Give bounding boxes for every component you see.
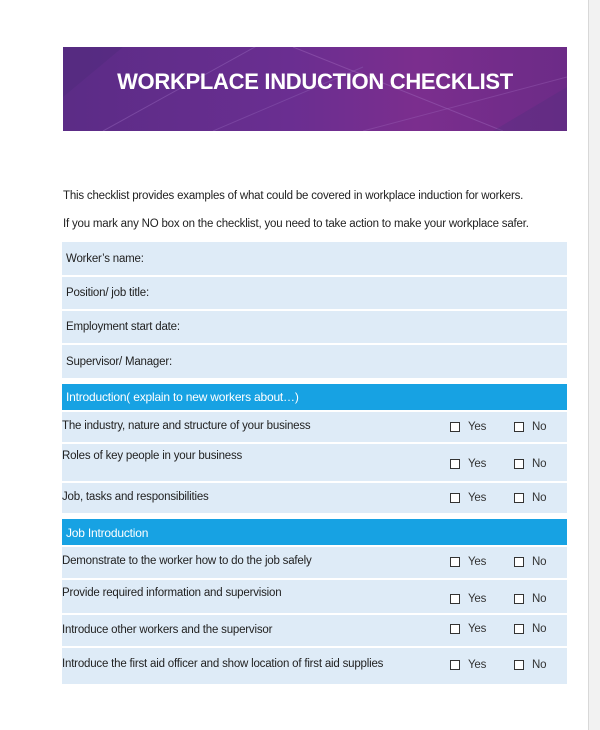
yes-checkbox[interactable] <box>450 660 460 670</box>
info-row-start-date[interactable] <box>62 311 567 345</box>
yes-checkbox[interactable] <box>450 594 460 604</box>
no-checkbox[interactable] <box>514 422 524 432</box>
section-title: Introduction( explain to new workers about…) <box>66 390 299 404</box>
no-option[interactable] <box>514 492 546 504</box>
intro-line-1: This checklist provides examples of what could be covered in workplace induction for workers. <box>63 190 524 202</box>
yes-checkbox[interactable] <box>450 459 460 469</box>
yes-option[interactable] <box>450 492 486 504</box>
no-option[interactable] <box>514 593 546 605</box>
yes-label: Yes <box>468 492 487 504</box>
info-row-position[interactable] <box>62 277 567 311</box>
yes-checkbox[interactable] <box>450 493 460 503</box>
item-label: Provide required information and supervision <box>62 587 282 599</box>
yes-label: Yes <box>468 623 487 635</box>
item-label: Introduce the first aid officer and show location of first aid supplies <box>62 658 384 670</box>
checklist-row <box>62 580 567 615</box>
yes-label: Yes <box>468 659 487 671</box>
intro-line-2: If you mark any NO box on the checklist, you need to take action to make your workplace safer. <box>63 218 529 230</box>
no-label: No <box>532 492 547 504</box>
checklist-row <box>62 444 567 483</box>
checklist-row <box>62 483 567 515</box>
checklist-row <box>62 547 567 580</box>
section-header-job-introduction <box>62 519 567 547</box>
checklist-row <box>62 615 567 648</box>
yes-option[interactable] <box>450 556 486 568</box>
no-option[interactable] <box>514 556 546 568</box>
page-title: WORKPLACE INDUCTION CHECKLIST <box>117 69 513 94</box>
yes-label: Yes <box>468 458 487 470</box>
info-label: Position/ job title: <box>66 287 149 299</box>
checklist-table <box>62 242 567 686</box>
no-checkbox[interactable] <box>514 459 524 469</box>
no-checkbox[interactable] <box>514 557 524 567</box>
no-label: No <box>532 556 547 568</box>
yes-checkbox[interactable] <box>450 422 460 432</box>
info-label: Supervisor/ Manager: <box>66 356 172 368</box>
item-label: Roles of key people in your business <box>62 450 243 462</box>
yes-option[interactable] <box>450 458 486 470</box>
section-title: Job Introduction <box>66 526 149 540</box>
no-checkbox[interactable] <box>514 594 524 604</box>
yes-checkbox[interactable] <box>450 624 460 634</box>
no-checkbox[interactable] <box>514 660 524 670</box>
info-label: Employment start date: <box>66 321 180 333</box>
no-option[interactable] <box>514 421 546 433</box>
no-option[interactable] <box>514 659 546 671</box>
item-label: Demonstrate to the worker how to do the job safely <box>62 555 312 567</box>
no-option[interactable] <box>514 458 546 470</box>
yes-label: Yes <box>468 421 487 433</box>
section-header-introduction <box>62 384 567 412</box>
yes-label: Yes <box>468 593 487 605</box>
no-checkbox[interactable] <box>514 493 524 503</box>
yes-option[interactable] <box>450 623 486 635</box>
info-label: Worker’s name: <box>66 253 144 265</box>
checklist-row <box>62 648 567 686</box>
yes-option[interactable] <box>450 421 486 433</box>
checklist-row <box>62 412 567 444</box>
no-label: No <box>532 421 547 433</box>
yes-option[interactable] <box>450 659 486 671</box>
yes-option[interactable] <box>450 593 486 605</box>
no-label: No <box>532 659 547 671</box>
no-option[interactable] <box>514 623 546 635</box>
no-label: No <box>532 593 547 605</box>
no-label: No <box>532 458 547 470</box>
item-label: Job, tasks and responsibilities <box>62 491 209 503</box>
no-checkbox[interactable] <box>514 624 524 634</box>
item-label: Introduce other workers and the supervisor <box>62 624 273 636</box>
item-label: The industry, nature and structure of your business <box>62 420 311 432</box>
yes-label: Yes <box>468 556 487 568</box>
no-label: No <box>532 623 547 635</box>
info-row-supervisor[interactable] <box>62 345 567 380</box>
info-row-worker-name[interactable] <box>62 242 567 277</box>
header-banner <box>63 47 567 131</box>
yes-checkbox[interactable] <box>450 557 460 567</box>
